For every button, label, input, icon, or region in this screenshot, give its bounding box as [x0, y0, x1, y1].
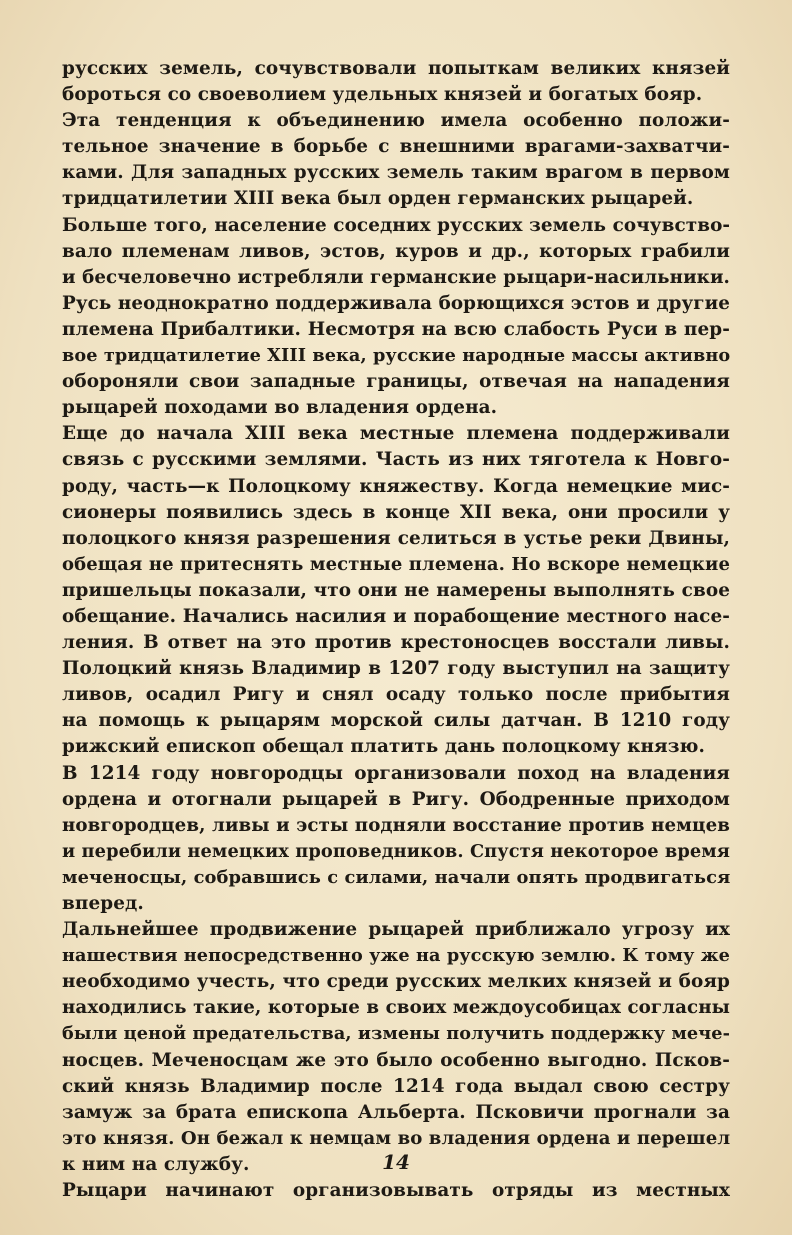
text-line: находились такие, которые в своих междоусобицах согласны [62, 997, 730, 1019]
text-line: племена Прибалтики. Несмотря на всю слабость Руси в пер- [62, 318, 730, 340]
text-line: обороняли свои западные границы, отвечая на нападения [62, 371, 730, 393]
text-line: Дальнейшее продвижение рыцарей приближало угрозу их [62, 919, 730, 941]
text-line: связь с русскими землями. Часть из них тяготела к Новго- [62, 449, 730, 471]
body-text [62, 56, 730, 1204]
text-line: ский князь Владимир после 1214 года выдал свою сестру [62, 1075, 730, 1097]
text-line: это князя. Он бежал к немцам во владения ордена и перешел [62, 1127, 731, 1149]
text-line: ления. В ответ на это против крестоносцев восстали ливы. [62, 632, 730, 654]
text-line: Рыцари начинают организовывать отряды из местных [62, 1180, 730, 1202]
text-line: нашествия непосредственно уже на русскую землю. К тому же [62, 945, 730, 967]
text-line: Эта тенденция к объединению имела особенно положи- [62, 110, 730, 132]
text-line: к ним на службу. [62, 1153, 250, 1175]
page-number: 14 [382, 1150, 410, 1174]
text-line: меченосцы, собравшись с силами, начали опять продвигаться [62, 866, 731, 888]
text-line: замуж за брата епископа Альберта. Псковичи прогнали за [62, 1101, 730, 1123]
text-line: сионеры появились здесь в конце XII века, они просили у [62, 501, 730, 523]
text-line: вперед. [62, 893, 144, 914]
text-line: и бесчеловечно истребляли германские рыцари-насильники. [62, 266, 730, 288]
text-line: Еще до начала XIII века местные племена поддерживали [62, 423, 730, 445]
text-line: необходимо учесть, что среди русских мелких князей и бояр [62, 971, 730, 993]
text-line: бороться со своеволием удельных князей и богатых бояр. [62, 84, 703, 106]
text-line: В 1214 году новгородцы организовали поход на владения [62, 762, 730, 784]
text-line: были ценой предательства, измены получить поддержку мече- [62, 1023, 730, 1045]
text-line: рижский епископ обещал платить дань полоцкому князю. [62, 736, 706, 758]
text-line: и перебили немецких проповедников. Спустя некоторое время [62, 840, 731, 862]
text-line: обещая не притеснять местные племена. Но вскоре немецкие [62, 553, 730, 575]
text-line: Русь неоднократно поддерживала борющихся эстов и другие [62, 292, 730, 314]
text-line: носцев. Меченосцам же это было особенно выгодно. Псков- [62, 1049, 730, 1071]
text-line: полоцкого князя разрешения селиться в устье реки Двины, [62, 527, 730, 549]
text-line: рыцарей походами во владения ордена. [62, 397, 498, 419]
text-line: ками. Для западных русских земель таким врагом в первом [62, 162, 730, 184]
text-line: роду, часть—к Полоцкому княжеству. Когда немецкие мис- [62, 475, 730, 497]
text-line: на помощь к рыцарям морской силы датчан. В 1210 году [62, 710, 730, 732]
text-line: Больше того, население соседних русских земель сочувство- [62, 214, 731, 236]
text-line: тридцатилетии XIII века был орден германских рыцарей. [62, 188, 694, 210]
text-line: ливов, осадил Ригу и снял осаду только после прибытия [62, 684, 730, 706]
text-line: новгородцев, ливы и эсты подняли восстание против немцев [62, 814, 730, 836]
text-line: обещание. Начались насилия и порабощение местного насе- [62, 605, 730, 627]
text-line: ордена и отогнали рыцарей в Ригу. Ободренные приходом [62, 788, 730, 810]
text-line: вало племенам ливов, эстов, куров и др., которых грабили [62, 240, 730, 262]
text-line: тельное значение в борьбе с внешними врагами-захватчи- [62, 136, 730, 158]
text-line: Полоцкий князь Владимир в 1207 году выступил на защиту [62, 658, 730, 680]
text-line: русских земель, сочувствовали попыткам великих князей [62, 58, 730, 79]
text-line: пришельцы показали, что они не намерены выполнять свое [62, 579, 730, 601]
text-line: вое тридцатилетие XIII века, русские народные массы активно [62, 345, 731, 367]
